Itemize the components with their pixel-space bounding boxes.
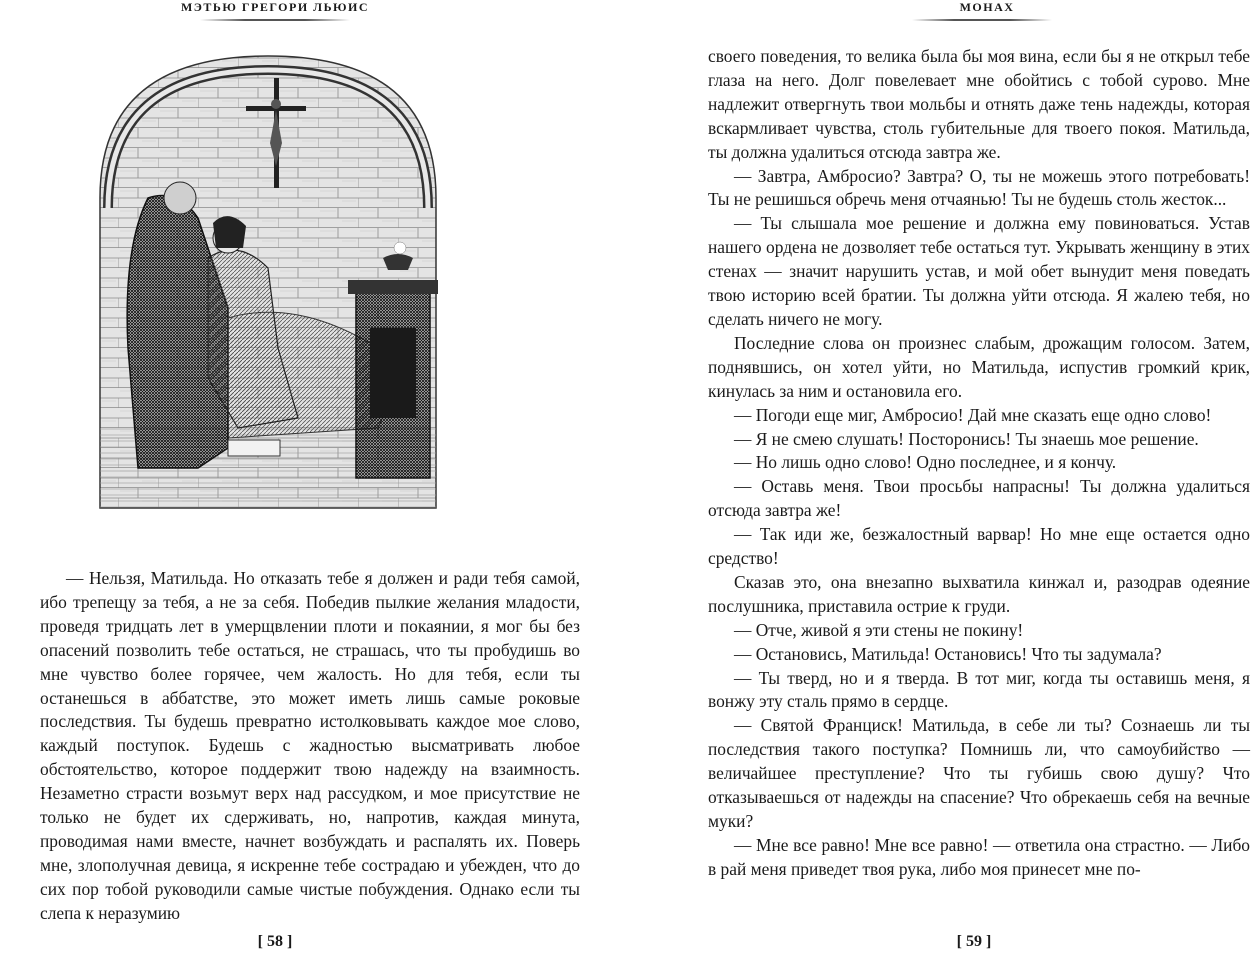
right-page	[612, 0, 1256, 953]
paragraph: Последние слова он произнес слабым, дрожащим голосом. Затем, поднявшись, он хотел уйти, но Матильда, испустив громкий крик, кинулась за ним и остановила его.	[708, 332, 1250, 401]
paragraph: — Ты тверд, но и я тверда. В тот миг, когда ты оставишь меня, я вонжу эту сталь прямо в сердце.	[708, 667, 1250, 712]
left-page	[0, 0, 612, 953]
paragraph: — Оставь меня. Твои просьбы напрасны! Ты должна удалиться отсюда завтра же!	[708, 476, 1250, 521]
head-rule	[200, 19, 350, 21]
page-number-left: [ 58 ]	[257, 933, 293, 950]
paragraph: — Я не смею слушать! Посторонись! Ты знаешь мое решение.	[734, 428, 1199, 449]
paragraph: — Остановись, Матильда! Остановись! Что ты задумала?	[734, 643, 1162, 664]
paragraph: — Так иди же, безжалостный варвар! Но мне еще остается одно средство!	[708, 524, 1250, 569]
engraving-illustration	[78, 48, 458, 514]
paragraph: — Ты слышала мое решение и должна ему повиноваться. Устав нашего ордена не дозволяет тебе остаться тут. Укрывать женщину в этих стенах — значит нарушить устав, и мой обет вынудит меня поведать твою историю всей братии. Ты должна уйти отсюда. Я жалею тебя, но сделать ничего не могу.	[708, 213, 1250, 329]
left-body-text	[40, 567, 580, 926]
paragraph: — Завтра, Амбросио? Завтра? О, ты не можешь этого потребовать! Ты не решишься обречь меня отчаянью! Ты не будешь столь жесток...	[708, 165, 1250, 210]
paragraph: — Мне все равно! Мне все равно! — ответила она страстно. — Либо в рай меня приведет твоя рука, либо моя принесет мне по-	[708, 834, 1250, 879]
paragraph-continued: своего поведения, то велика была бы моя вина, если бы я не открыл тебе глаза на него. Долг повелевает мне обойтись с тобой сурово. Мне надлежит отвергнуть твои мольбы и отнять даже тень надежды, которая вскармливает чувства, столь губительные для твоего покоя. Матильда, ты должна удалиться отсюда завтра же.	[708, 46, 1250, 162]
paragraph: — Погоди еще миг, Амбросио! Дай мне сказать еще одно слово!	[734, 404, 1212, 425]
head-rule	[912, 19, 1052, 21]
paragraph: — Святой Франциск! Матильда, в себе ли ты? Сознаешь ли ты последствия такого поступка? Помнишь ли, что самоубийство — величайшее преступление? Что ты губишь свою душу? Что отказываешься от надежды на спасение? Что обрекаешь себя на вечные муки?	[708, 715, 1250, 831]
paragraph: — Отче, живой я эти стены не покину!	[734, 619, 1024, 640]
right-body-text	[708, 45, 1250, 882]
running-head-author: МЭТЬЮ ГРЕГОРИ ЛЬЮИС	[180, 0, 370, 14]
paragraph: — Но лишь одно слово! Одно последнее, и я кончу.	[734, 452, 1117, 473]
page-number-right: [ 59 ]	[956, 933, 992, 950]
paragraph: — Нельзя, Матильда. Но отказать тебе я должен и ради тебя самой, ибо трепещу за тебя, а не за себя. Победив пылкие желания младости, проведя тридцать лет в умерщвлении плоти и покаянии, я мог бы без опасений позволить тебе остаться, не страшась, что ты пробудишь во мне чувство более горячее, чем жалость. Но для тебя, если ты останешься в аббатстве, это может иметь лишь самые роковые последствия. Ты будешь превратно истолковывать каждое мое слово, каждый поступок. Будешь с жадностью высматривать любое обстоятельство, которое поддержит твою надежду на взаимность. Незаметно страсти возьмут верх над рассудком, и мое присутствие не только не будет их сдерживать, но, напротив, каждая минута, проводимая нами вместе, начнет возбуждать и распалять их. Поверь мне, злополучная девица, я искренне тебе сострадаю и убежден, что до сих пор тобой руководили самые чистые побуждения. Однако если ты слепа к неразумию	[40, 568, 580, 923]
paragraph: Сказав это, она внезапно выхватила кинжал и, разодрав одеяние послушника, приставила острие к груди.	[708, 571, 1250, 616]
running-head-title: МОНАХ	[959, 0, 1015, 14]
